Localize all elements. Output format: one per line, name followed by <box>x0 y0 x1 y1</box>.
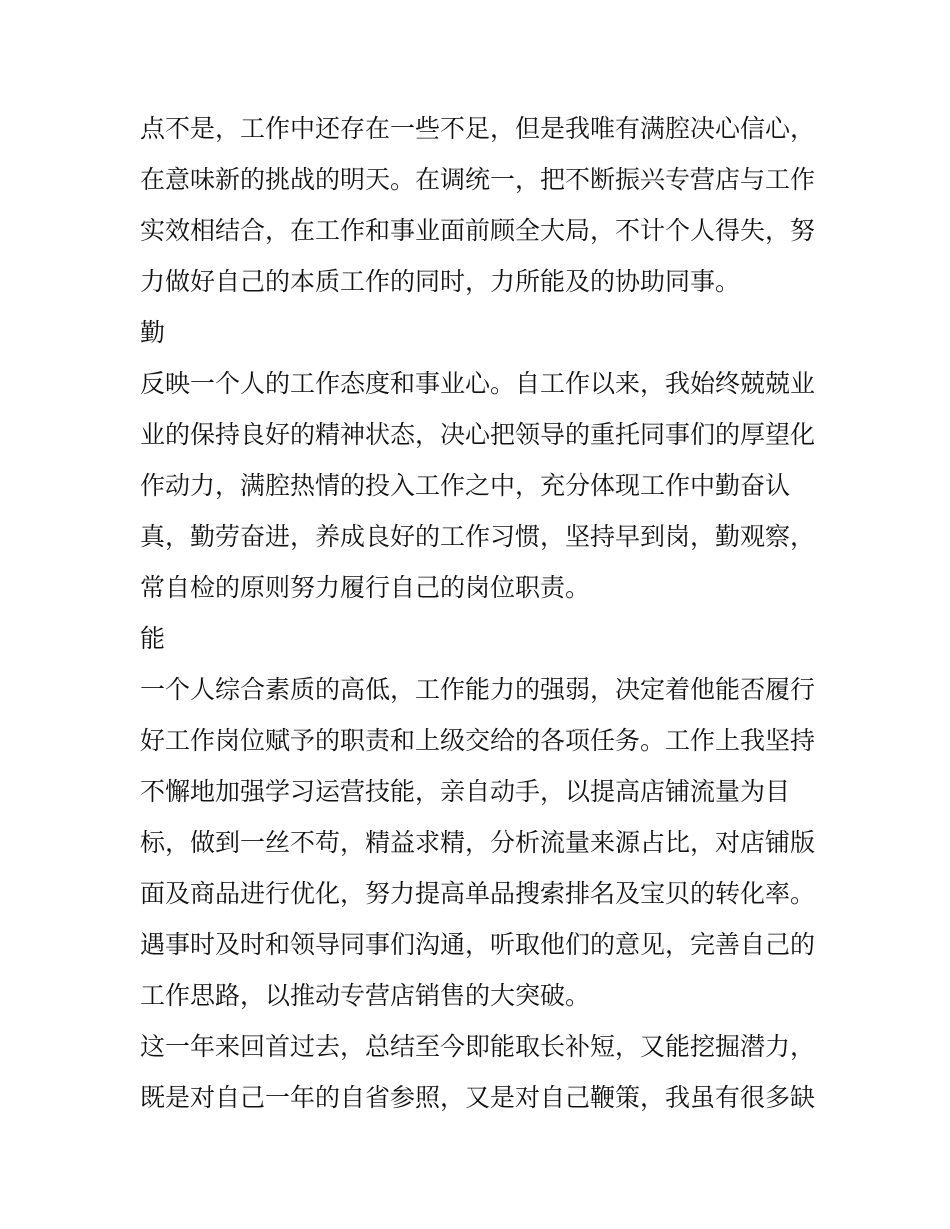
text-line: 实效相结合，在工作和事业面前顾全大局，不计个人得失，努 <box>140 216 816 245</box>
text-line: 力做好自己的本质工作的同时，力所能及的协助同事。 <box>140 267 741 296</box>
text-line: 作动力，满腔热情的投入工作之中，充分体现工作中勤奋认 <box>140 471 791 500</box>
text-line: 不懈地加强学习运营技能，亲自动手，以提高店铺流量为目 <box>140 777 791 806</box>
text-line: 面及商品进行优化，努力提高单品搜索排名及宝贝的转化率。 <box>140 879 816 908</box>
text-line: 真，勤劳奋进，养成良好的工作习惯，坚持早到岗，勤观察， <box>140 522 816 551</box>
text-line: 一个人综合素质的高低，工作能力的强弱，决定着他能否履行 <box>140 675 816 704</box>
document-body <box>140 103 820 1123</box>
text-line: 工作思路，以推动专营店销售的大突破。 <box>140 981 591 1010</box>
section-heading-qin: 勤 <box>140 318 166 347</box>
text-line: 在意味新的挑战的明天。在调统一，把不断振兴专营店与工作 <box>140 165 816 194</box>
text-line: 点不是，工作中还存在一些不足，但是我唯有满腔决心信心， <box>140 114 816 143</box>
text-line: 标，做到一丝不苟，精益求精，分析流量来源占比，对店铺版 <box>140 828 816 857</box>
text-line: 这一年来回首过去，总结至今即能取长补短，又能挖掘潜力， <box>140 1032 816 1061</box>
text-line: 业的保持良好的精神状态，决心把领导的重托同事们的厚望化 <box>140 420 816 449</box>
text-line: 常自检的原则努力履行自己的岗位职责。 <box>140 573 591 602</box>
text-line: 好工作岗位赋予的职责和上级交给的各项任务。工作上我坚持 <box>140 726 816 755</box>
text-line: 既是对自己一年的自省参照，又是对自己鞭策，我虽有很多缺 <box>140 1083 816 1112</box>
section-heading-neng: 能 <box>140 624 166 653</box>
text-line: 遇事时及时和领导同事们沟通，听取他们的意见，完善自己的 <box>140 930 816 959</box>
text-line: 反映一个人的工作态度和事业心。自工作以来，我始终兢兢业 <box>140 369 816 398</box>
